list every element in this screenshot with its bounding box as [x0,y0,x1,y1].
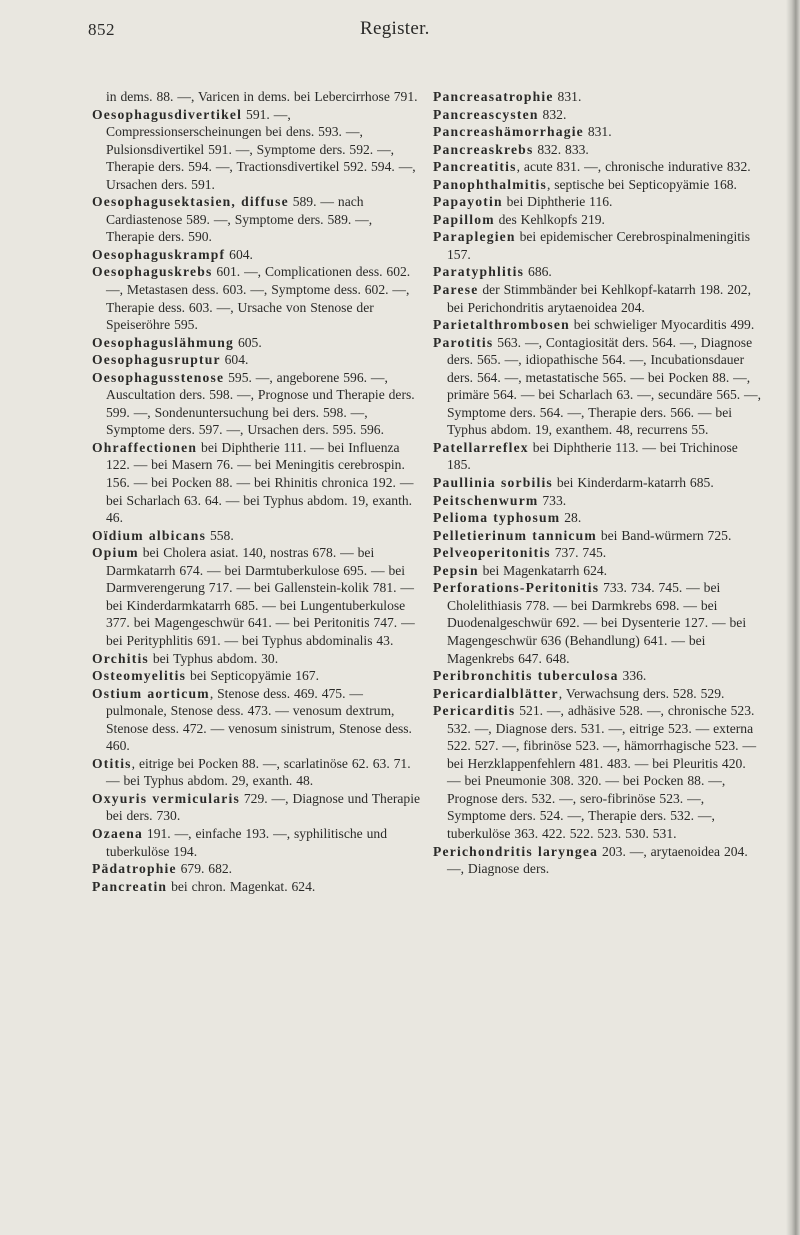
index-entry [92,667,422,685]
index-entry [92,650,422,668]
index-entry [433,492,763,510]
index-references: 28. [560,510,582,526]
index-entry [433,702,763,842]
index-entry [433,334,763,439]
index-headword: Peribronchitis tuberculosa [433,668,619,684]
index-references: 336. [618,668,647,684]
index-references: bei Band-würmern 725. [596,527,732,543]
index-references: des Kehlkopfs 219. [494,211,605,227]
index-headword: Paullinia sorbilis [433,475,553,491]
index-headword: Papayotin [433,194,503,210]
index-references: 686. [524,264,552,280]
index-headword: Pancreatin [92,878,168,894]
index-headword: Pelveoperitonitis [433,545,551,561]
index-headword: Otitis [92,755,132,771]
index-headword: Orchitis [92,650,149,666]
index-entry [433,474,763,492]
index-entry [92,334,422,352]
index-entry [433,263,763,281]
index-headword: Parese [433,282,479,298]
index-references: 604. [225,246,253,262]
index-entry [92,369,422,439]
index-entry [92,246,422,264]
index-references: bei Diphtherie 113. — bei Trichinose 185. [447,439,738,473]
index-headword: Pericardialblätter [433,685,559,701]
index-references: 604. [220,352,249,368]
index-references: 679. 682. [176,861,233,877]
index-column-left [92,88,422,895]
index-references: in dems. 88. —, Varicen in dems. bei Lebercirrhose 791. [106,89,418,104]
index-references: bei Cholera asiat. 140, nostras 678. — bei Darmkatarrh 674. — bei Darmtuberkulose 695. — bei Darmverengerung 717. — bei Gallenstein-kolik 781. — bei Kinderdarmkatarrh 685. — bei Lungentuberkulose 377. bei Magengeschwür 641. — bei Peritonitis 747. — bei Perityphlitis 691. — bei Typhus abdominalis 43. [106,545,415,648]
index-entry [433,544,763,562]
index-references: , septische bei Septicopyämie 168. [546,176,737,192]
index-references: bei Diphtherie 116. [502,194,613,210]
index-references: 729. —, Diagnose und Therapie bei ders. 730. [106,790,421,824]
index-references: bei Septicopyämie 167. [186,668,320,684]
index-headword: Pericarditis [433,703,516,719]
index-references: 733. 734. 745. — bei Cholelithiasis 778. — bei Darmkrebs 698. — bei Duodenalgeschwür 692. — bei Dysenterie 127. — bei Magengeschwür 636 (Behandlung) 641. — bei Magenkrebs 647. 648. [447,580,747,666]
index-headword: Oïdium albicans [92,527,207,543]
index-references: , Verwachsung ders. 528. 529. [558,685,725,701]
index-entry [92,825,422,860]
index-entry [433,316,763,334]
index-references: 558. [206,527,234,543]
index-references: , Stenose dess. 469. 475. — pulmonale, Stenose dess. 473. — venosum dextrum, Stenose dess. 472. — venosum sinistrum, Stenose dess. 460. [106,685,412,754]
index-references: der Stimmbänder bei Kehlkopf-katarrh 198. 202, bei Perichondritis arytaenoidea 204. [447,282,751,315]
index-headword: Papillom [433,211,495,227]
index-column-right [433,88,763,878]
index-headword: Pelletierinum tannicum [433,527,597,543]
index-entry [92,106,422,194]
page-header [0,18,800,48]
index-entry [433,211,763,229]
index-entry [433,141,763,159]
index-headword: Paratyphlitis [433,264,525,280]
index-references: 563. —, Contagiosität ders. 564. —, Diagnose ders. 565. —, idiopathische 564. —, Incubationsdauer ders. 564. —, metastatische 565. — bei Pocken 88. —, primäre 564. — bei Scharlach 63. —, secundäre 565. —, Symptome ders. 564. —, Therapie ders. 566. — bei Typhus abdom. 19, exanthem. 48, recurrens 55. [447,334,762,438]
index-entry [433,88,763,106]
index-entry [92,439,422,527]
index-entry [92,860,422,878]
index-references: 737. 745. [550,545,607,561]
index-references: , acute 831. —, chronische indurative 832. [516,159,751,175]
index-references: 191. —, einfache 193. —, syphilitische und tuberkulöse 194. [106,825,387,859]
index-entry [433,562,763,580]
index-headword: Ozaena [92,825,143,841]
index-references: 595. —, angeborene 596. —, Auscultation ders. 598. —, Prognose und Therapie ders. 599. —, Sondenuntersuchung bei ders. 598. —, Symptome ders. 597. —, Ursachen ders. 595. 596. [106,369,415,438]
index-references: 831. [583,124,612,140]
index-entry [433,176,763,194]
index-headword: Pädatrophie [92,861,177,877]
index-headword: Pancreasatrophie [433,89,554,104]
index-references: bei schwieliger Myocarditis 499. [569,317,755,333]
index-entry [92,685,422,755]
index-entry [433,123,763,141]
index-entry [92,790,422,825]
index-entry [433,106,763,124]
index-entry [433,193,763,211]
index-references: 203. —, arytaenoidea 204. —, Diagnose ders. [447,843,748,877]
page-edge-shadow [786,0,800,1235]
index-references: bei chron. Magenkat. 624. [167,878,316,894]
index-references: 832. [538,106,567,122]
index-headword: Peitschenwurm [433,492,539,508]
index-references: 733. [538,492,567,508]
index-entry [92,544,422,649]
index-headword: Oesophaguslähmung [92,334,235,350]
index-headword: Parietalthrombosen [433,317,570,333]
running-title: Register. [360,18,430,39]
index-headword: Paraplegien [433,229,516,245]
index-entry [433,439,763,474]
index-entry [92,351,422,369]
index-headword: Oesophagusdivertikel [92,106,243,122]
index-references: 521. —, adhäsive 528. —, chronische 523. 532. —, Diagnose ders. 531. —, eitrige 523. — externa 522. 527. —, fibrinöse 523. —, hämorrhagische 523. — bei Herzklappenfehlern 481. 483. — bei Pleuritis 420. — bei Pneumonie 308. 320. — bei Pocken 88. —, Prognose ders. 532. —, sero-fibrinöse 523. —, Symptome ders. 524. —, Therapie ders. 532. —, tuberkulöse 363. 422. 522. 523. 530. 531. [447,703,757,841]
index-entry [433,843,763,878]
index-entry [92,878,422,896]
index-headword: Patellarreflex [433,439,529,455]
index-references: bei epidemischer Cerebrospinalmeningitis 157. [447,229,751,262]
index-headword: Pepsin [433,562,479,578]
index-headword: Pelioma typhosum [433,510,561,526]
index-headword: Parotitis [433,334,494,350]
index-entry [433,281,763,316]
index-entry [92,88,422,106]
index-entry [433,158,763,176]
index-references: , eitrige bei Pocken 88. —, scarlatinöse 62. 63. 71. — bei Typhus abdom. 29, exanth. 48. [106,755,411,789]
index-headword: Oxyuris vermicularis [92,790,240,806]
index-references: 589. — nach Cardiastenose 589. —, Symptome ders. 589. —, Therapie ders. 590. [106,194,373,245]
index-entry [433,509,763,527]
index-headword: Pancreashämorrhagie [433,124,584,140]
index-entry [433,527,763,545]
index-headword: Oesophaguskrebs [92,264,213,280]
index-references: 831. [553,89,582,104]
index-entry [92,755,422,790]
index-headword: Osteomyelitis [92,668,187,684]
index-headword: Pancreatitis [433,159,517,175]
index-headword: Panophthalmitis [433,176,547,192]
index-headword: Ostium aorticum [92,685,210,701]
index-references: bei Kinderdarm-katarrh 685. [552,475,714,491]
index-references: bei Diphtherie 111. — bei Influenza 122. — bei Masern 76. — bei Meningitis cerebrospin. 156. — bei Pocken 88. — bei Rhinitis chronica 192. — bei Scharlach 63. 64. — bei Typhus abdom. 19, exanth. 46. [106,439,414,526]
index-references: bei Typhus abdom. 30. [148,650,279,666]
index-headword: Pancreascysten [433,106,539,122]
index-headword: Oesophagusstenose [92,369,225,385]
index-headword: Oesophagusruptur [92,352,221,368]
index-headword: Oesophagusektasien, diffuse [92,194,289,210]
index-headword: Perforations-Peritonitis [433,580,600,596]
index-entry [92,193,422,246]
index-headword: Ohraffectionen [92,439,198,455]
index-entry [92,527,422,545]
index-entry [433,667,763,685]
page-number: 852 [88,20,115,39]
index-references: 832. 833. [533,141,589,157]
index-entry [92,263,422,333]
index-entry [433,228,763,263]
index-headword: Perichondritis laryngea [433,843,599,859]
index-entry [433,685,763,703]
index-headword: Pancreaskrebs [433,141,534,157]
index-references: 591. —, Compressionserscheinungen bei dens. 593. —, Pulsionsdivertikel 591. —, Symptome ders. 592. —, Therapie ders. 594. —, Tractionsdivertikel 592. 594. —, Ursachen ders. 591. [106,106,416,192]
index-headword: Oesophaguskrampf [92,246,226,262]
index-headword: Opium [92,545,139,561]
index-references: 601. —, Complicationen dess. 602. —, Metastasen dess. 603. —, Symptome dess. 602. —, Therapie dess. 603. —, Ursache von Stenose der Speiseröhre 595. [106,264,411,333]
index-entry [433,579,763,667]
index-references: bei Magenkatarrh 624. [478,562,608,578]
index-references: 605. [234,334,262,350]
